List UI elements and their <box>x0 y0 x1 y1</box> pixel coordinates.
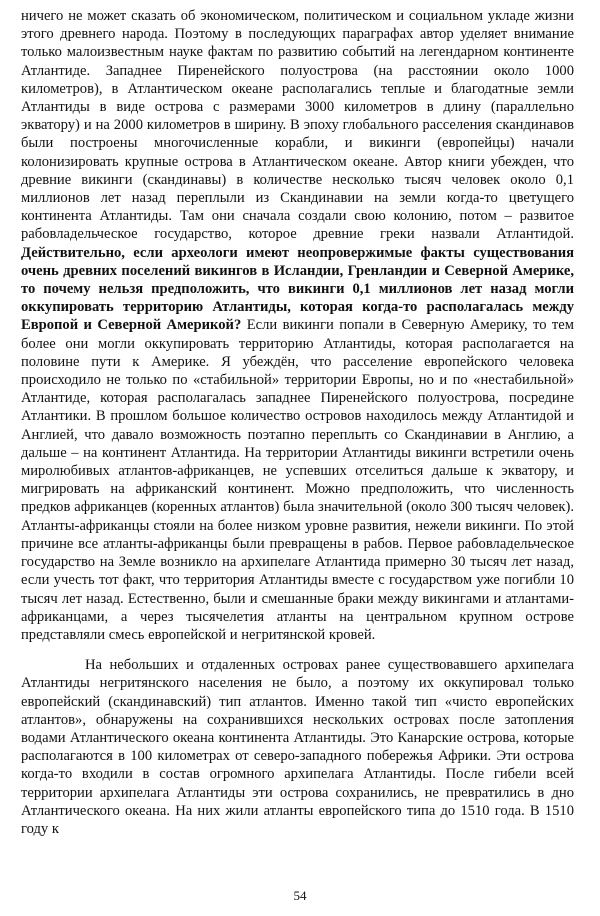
paragraph-2: На небольших и отдаленных островах ранее существовавшего архипелага Атлантиды негритянского населения не было, а поэтому их оккупировал только европейский (скандинавский) тип атлантов. Именно такой тип «чисто европейских атлантов», обнаружены на сохранившихся нескольких островах после затопления водами Атлантического океана континента Атлантиды. Это Канарские острова, которые располагаются в 100 километрах от северо-западного побережья Африки. Эти острова когда-то входили в состав огромного архипелага Атлантиды. После гибели всей территории архипелага Атлантиды эти острова сохранились, не превратились в дно Атлантического океана. На них жили атланты европейского типа до 1510 года. В 1510 году к <box>21 657 574 837</box>
paragraph-1-text-bold: Действительно, если археологи имеют неопровержимые факты существования очень древних поселений викингов в Исландии, Гренландии и Северной Америке, то почему нельзя предположить, что викинги 0,1 миллионов лет назад могли оккупировать территорию Атлантиды, которая когда-то располагалась между Европой и Северной Америкой? <box>21 244 574 334</box>
paragraph-1-text-regular: ничего не может сказать об экономическом, политическом и социальном укладе жизни этого древнего народа. Поэтому в последующих параграфах автор уделяет внимание только малоизвестным науке фактам по развитию событий на легендарном континенте Атлантиде. Западнее Пиренейского полуострова (на расстоянии около 1000 километров), в Атлантическом океане располагались теплые и благодатные земли Атлантиды в виде острова с размерами 3000 километров в длину (параллельно экватору) и на 2000 километров в ширину. В эпоху глобального расселения скандинавов были построены многочисленные корабли, и викинги (европейцы) начали колонизировать крупные острова в Атлантическом океане. Автор книги убежден, что древние викинги (скандинавы) в количестве несколько тысяч человек около 0,1 миллионов лет назад переплыли из Скандинавии на земли когда-то цветущего континента Атлантиды. Там они сначала создали свою колонию, потом – развитое рабовладельческое государство, которое древние греки назвали Атлантидой. <box>21 8 574 243</box>
page-number: 54 <box>293 888 307 903</box>
paragraph-1 <box>21 7 574 644</box>
document-page <box>21 7 574 838</box>
paragraph-1-text-continuation: Если викинги попали в Северную Америку, то тем более они могли оккупировать территорию Атлантиды, которая располагается на половине пути к Америке. Я убеждён, что расселение европейского человека происходило не только по «стабильной» территории Европы, но и по «нестабильной» Атлантиде, которая располагалась западнее Пиренейского полуострова, посредине Атлантики. В прошлом большое количество островов находилось между Атлантидой и Англией, что давало возможность поэтапно переплыть со Скандинавии в Англию, а дальше – на континент Атлантида. На территории Атлантиды викинги встретили очень миролюбивых атлантов-африканцев, не успевших отселиться дальше к экватору, и мигрировать на африканский континент. Можно предположить, что численность предков африканцев (коренных атлантов) была значительной (около 300 тысяч человек). Атланты-африканцы стояли на более низком уровне развития, нежели викинги. По этой причине все атланты-африканцы были превращены в рабов. Первое рабовладельческое государство на Земле возникло на архипелаге Атлантида примерно 30 тысяч лет назад, если учесть тот факт, что территория Атлантиды вместе с государством уже погибли 10 тысяч лет назад. Естественно, были и смешанные браки между викингами и атлантами-африканцами, а через тысячелетия атланты на центральном крупном острове представляли смесь европейской и негритянской кровей. <box>21 317 575 643</box>
